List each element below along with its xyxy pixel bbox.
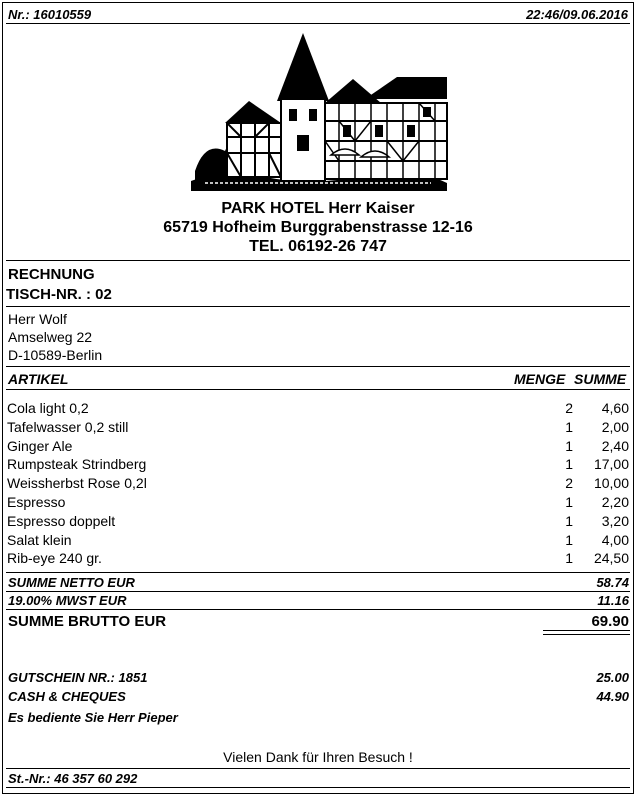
column-header-qty: MENGE <box>514 371 566 387</box>
receipt-number: Nr.: 16010559 <box>8 7 92 22</box>
divider <box>6 23 630 24</box>
voucher-label: GUTSCHEIN NR.: 1851 <box>8 670 148 685</box>
item-list <box>3 400 633 569</box>
divider <box>6 306 630 307</box>
divider <box>6 787 630 788</box>
voucher-value: 25.00 <box>596 670 629 685</box>
item-amount: 10,00 <box>593 475 629 492</box>
item-qty: 1 <box>565 550 573 567</box>
item-qty: 1 <box>565 418 573 435</box>
item-name: Rumpsteak Strindberg <box>7 456 147 473</box>
item-amount: 2,40 <box>601 437 629 454</box>
item-name: Salat klein <box>7 531 72 548</box>
net-total-label: SUMME NETTO EUR <box>8 575 135 590</box>
divider <box>6 768 630 769</box>
item-qty: 1 <box>565 493 573 510</box>
item-name: Weissherbst Rose 0,2l <box>7 475 147 492</box>
item-qty: 2 <box>565 400 573 416</box>
item-qty: 1 <box>565 512 573 529</box>
item-row <box>3 513 633 532</box>
gross-total-label: SUMME BRUTTO EUR <box>8 613 167 630</box>
vat-value: 11.16 <box>597 593 629 608</box>
item-qty: 1 <box>565 456 573 473</box>
item-amount: 3,20 <box>601 512 629 529</box>
item-qty: 1 <box>565 437 573 454</box>
vat-label: 19.00% MWST EUR <box>8 593 127 608</box>
item-row <box>3 400 633 419</box>
item-row <box>3 494 633 513</box>
double-underline <box>543 630 630 635</box>
divider <box>6 609 630 610</box>
hotel-name: PARK HOTEL Herr Kaiser <box>221 200 415 217</box>
column-header-sum: SUMME <box>574 371 627 387</box>
item-row <box>3 475 633 494</box>
item-name: Espresso <box>7 493 66 510</box>
invoice-title: RECHNUNG <box>8 266 95 283</box>
customer-city: D-10589-Berlin <box>8 347 103 363</box>
item-amount: 4,60 <box>601 400 629 416</box>
item-row <box>3 456 633 475</box>
item-row <box>3 438 633 457</box>
customer-name: Herr Wolf <box>8 311 67 327</box>
hotel-building-logo <box>185 31 451 197</box>
item-amount: 2,00 <box>601 418 629 435</box>
item-name: Cola light 0,2 <box>7 400 89 416</box>
divider <box>6 260 630 261</box>
item-name: Rib-eye 240 gr. <box>7 550 102 567</box>
thanks-message: Vielen Dank für Ihren Besuch ! <box>223 749 413 765</box>
item-amount: 24,50 <box>593 550 629 567</box>
item-amount: 4,00 <box>601 531 629 548</box>
divider <box>6 389 630 390</box>
divider <box>6 366 630 367</box>
item-name: Espresso doppelt <box>7 512 116 529</box>
hotel-address: 65719 Hofheim Burggrabenstrasse 12-16 <box>163 219 473 236</box>
item-name: Ginger Ale <box>7 437 73 454</box>
served-by: Es bediente Sie Herr Pieper <box>8 710 178 725</box>
customer-street: Amselweg 22 <box>8 329 93 345</box>
item-row <box>3 419 633 438</box>
receipt <box>2 2 634 794</box>
item-amount: 17,00 <box>593 456 629 473</box>
table-number: TISCH-NR. : 02 <box>6 286 112 303</box>
net-total-value: 58.74 <box>596 575 629 590</box>
item-qty: 2 <box>565 475 573 492</box>
item-name: Tafelwasser 0,2 still <box>7 418 129 435</box>
item-row <box>3 550 633 569</box>
divider <box>6 572 630 573</box>
item-row <box>3 532 633 551</box>
receipt-timestamp: 22:46/09.06.2016 <box>526 7 628 22</box>
divider <box>6 591 630 592</box>
column-header-article: ARTIKEL <box>8 371 69 387</box>
gross-total-value: 69.90 <box>591 613 629 630</box>
item-amount: 2,20 <box>601 493 629 510</box>
tax-number: St.-Nr.: 46 357 60 292 <box>8 771 138 786</box>
item-qty: 1 <box>565 531 573 548</box>
cash-label: CASH & CHEQUES <box>8 689 126 704</box>
hotel-phone: TEL. 06192-26 747 <box>249 238 387 255</box>
cash-value: 44.90 <box>596 689 629 704</box>
